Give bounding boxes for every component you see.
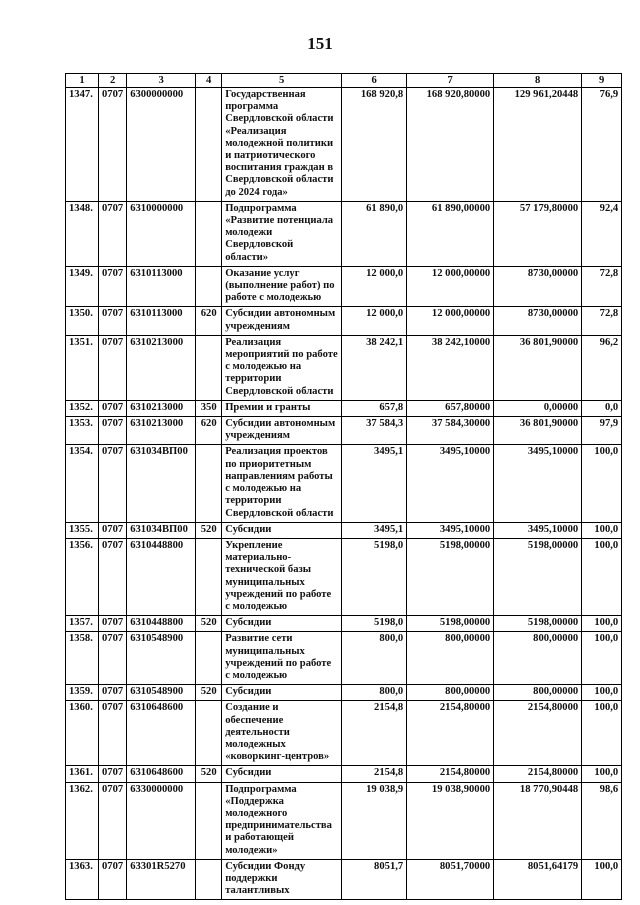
execution-percent-cell: 100,0 xyxy=(582,632,622,685)
item-name-cell: Развитие сети муниципальных учреждений по работе с молодежью xyxy=(222,632,342,685)
planned-amount-cell: 8051,7 xyxy=(342,859,407,900)
column-header: 8 xyxy=(494,74,582,88)
table-row xyxy=(66,522,622,538)
row-number-cell: 1349. xyxy=(66,266,99,307)
executed-amount-cell: 3495,10000 xyxy=(494,522,582,538)
row-number-cell: 1350. xyxy=(66,307,99,335)
page-number: 151 xyxy=(307,34,333,53)
planned-amount-cell: 800,0 xyxy=(342,685,407,701)
approved-amount-cell: 3495,10000 xyxy=(407,445,494,522)
target-code-cell: 63301R5270 xyxy=(127,859,196,900)
executed-amount-cell: 5198,00000 xyxy=(494,616,582,632)
item-name-cell: Реализация проектов по приоритетным направлениям работы с молодежью на территории Свердловской области xyxy=(222,445,342,522)
row-number-cell: 1357. xyxy=(66,616,99,632)
planned-amount-cell: 12 000,0 xyxy=(342,307,407,335)
section-code-cell: 0707 xyxy=(99,307,127,335)
target-code-cell: 6310113000 xyxy=(127,266,196,307)
row-number-cell: 1359. xyxy=(66,685,99,701)
expense-type-cell: 620 xyxy=(196,417,222,445)
section-code-cell: 0707 xyxy=(99,417,127,445)
section-code-cell: 0707 xyxy=(99,766,127,782)
planned-amount-cell: 38 242,1 xyxy=(342,335,407,400)
expense-type-cell xyxy=(196,782,222,859)
approved-amount-cell: 8051,70000 xyxy=(407,859,494,900)
table-row xyxy=(66,766,622,782)
executed-amount-cell: 18 770,90448 xyxy=(494,782,582,859)
approved-amount-cell: 800,00000 xyxy=(407,685,494,701)
planned-amount-cell: 5198,0 xyxy=(342,538,407,615)
target-code-cell: 631034ВП00 xyxy=(127,445,196,522)
executed-amount-cell: 0,00000 xyxy=(494,400,582,416)
target-code-cell: 6310548900 xyxy=(127,685,196,701)
section-code-cell: 0707 xyxy=(99,538,127,615)
row-number-cell: 1348. xyxy=(66,201,99,266)
expense-type-cell xyxy=(196,88,222,202)
item-name-cell: Премии и гранты xyxy=(222,400,342,416)
table-row xyxy=(66,266,622,307)
table-row xyxy=(66,201,622,266)
table-row xyxy=(66,400,622,416)
table-row xyxy=(66,445,622,522)
approved-amount-cell: 168 920,80000 xyxy=(407,88,494,202)
execution-percent-cell: 0,0 xyxy=(582,400,622,416)
executed-amount-cell: 5198,00000 xyxy=(494,538,582,615)
table-row xyxy=(66,701,622,766)
expense-type-cell: 520 xyxy=(196,766,222,782)
item-name-cell: Подпрограмма «Поддержка молодежного предпринимательства и работающей молодежи» xyxy=(222,782,342,859)
item-name-cell: Реализация мероприятий по работе с молодежью на территории Свердловской области xyxy=(222,335,342,400)
planned-amount-cell: 61 890,0 xyxy=(342,201,407,266)
approved-amount-cell: 5198,00000 xyxy=(407,616,494,632)
approved-amount-cell: 12 000,00000 xyxy=(407,266,494,307)
execution-percent-cell: 100,0 xyxy=(582,701,622,766)
target-code-cell: 6310000000 xyxy=(127,201,196,266)
planned-amount-cell: 5198,0 xyxy=(342,616,407,632)
item-name-cell: Субсидии Фонду поддержки талантливых xyxy=(222,859,342,900)
approved-amount-cell: 800,00000 xyxy=(407,632,494,685)
table-row xyxy=(66,335,622,400)
column-header: 1 xyxy=(66,74,99,88)
budget-table xyxy=(65,73,622,900)
expense-type-cell xyxy=(196,632,222,685)
expense-type-cell: 520 xyxy=(196,685,222,701)
section-code-cell: 0707 xyxy=(99,201,127,266)
executed-amount-cell: 3495,10000 xyxy=(494,445,582,522)
target-code-cell: 6310648600 xyxy=(127,766,196,782)
executed-amount-cell: 36 801,90000 xyxy=(494,335,582,400)
target-code-cell: 6310648600 xyxy=(127,701,196,766)
executed-amount-cell: 57 179,80000 xyxy=(494,201,582,266)
table-row xyxy=(66,88,622,202)
expense-type-cell: 350 xyxy=(196,400,222,416)
section-code-cell: 0707 xyxy=(99,859,127,900)
execution-percent-cell: 96,2 xyxy=(582,335,622,400)
target-code-cell: 6310113000 xyxy=(127,307,196,335)
column-header: 5 xyxy=(222,74,342,88)
column-header: 6 xyxy=(342,74,407,88)
target-code-cell: 6330000000 xyxy=(127,782,196,859)
execution-percent-cell: 100,0 xyxy=(582,859,622,900)
expense-type-cell xyxy=(196,538,222,615)
table-row xyxy=(66,859,622,900)
planned-amount-cell: 657,8 xyxy=(342,400,407,416)
item-name-cell: Государственная программа Свердловской области «Реализация молодежной политики и патриотического воспитания граждан в Свердловской области до 2024 года» xyxy=(222,88,342,202)
table-row xyxy=(66,632,622,685)
target-code-cell: 6300000000 xyxy=(127,88,196,202)
section-code-cell: 0707 xyxy=(99,701,127,766)
approved-amount-cell: 37 584,30000 xyxy=(407,417,494,445)
planned-amount-cell: 800,0 xyxy=(342,632,407,685)
section-code-cell: 0707 xyxy=(99,400,127,416)
executed-amount-cell: 129 961,20448 xyxy=(494,88,582,202)
row-number-cell: 1358. xyxy=(66,632,99,685)
section-code-cell: 0707 xyxy=(99,632,127,685)
row-number-cell: 1354. xyxy=(66,445,99,522)
planned-amount-cell: 2154,8 xyxy=(342,766,407,782)
expense-type-cell xyxy=(196,266,222,307)
executed-amount-cell: 2154,80000 xyxy=(494,766,582,782)
expense-type-cell xyxy=(196,445,222,522)
table-row xyxy=(66,417,622,445)
row-number-cell: 1363. xyxy=(66,859,99,900)
row-number-cell: 1361. xyxy=(66,766,99,782)
execution-percent-cell: 72,8 xyxy=(582,307,622,335)
execution-percent-cell: 100,0 xyxy=(582,445,622,522)
table-row xyxy=(66,307,622,335)
item-name-cell: Создание и обеспечение деятельности молодежных «коворкинг-центров» xyxy=(222,701,342,766)
section-code-cell: 0707 xyxy=(99,445,127,522)
execution-percent-cell: 100,0 xyxy=(582,766,622,782)
table-row xyxy=(66,782,622,859)
approved-amount-cell: 19 038,90000 xyxy=(407,782,494,859)
execution-percent-cell: 72,8 xyxy=(582,266,622,307)
expense-type-cell: 620 xyxy=(196,307,222,335)
table-row xyxy=(66,685,622,701)
expense-type-cell xyxy=(196,701,222,766)
expense-type-cell: 520 xyxy=(196,522,222,538)
table-row xyxy=(66,616,622,632)
planned-amount-cell: 12 000,0 xyxy=(342,266,407,307)
approved-amount-cell: 12 000,00000 xyxy=(407,307,494,335)
executed-amount-cell: 800,00000 xyxy=(494,685,582,701)
approved-amount-cell: 2154,80000 xyxy=(407,701,494,766)
column-header: 2 xyxy=(99,74,127,88)
executed-amount-cell: 8051,64179 xyxy=(494,859,582,900)
approved-amount-cell: 657,80000 xyxy=(407,400,494,416)
row-number-cell: 1356. xyxy=(66,538,99,615)
item-name-cell: Укрепление материально-технической базы муниципальных учреждений по работе с молодежью xyxy=(222,538,342,615)
table-header-row xyxy=(66,74,622,88)
row-number-cell: 1353. xyxy=(66,417,99,445)
executed-amount-cell: 36 801,90000 xyxy=(494,417,582,445)
planned-amount-cell: 37 584,3 xyxy=(342,417,407,445)
target-code-cell: 6310448800 xyxy=(127,616,196,632)
executed-amount-cell: 8730,00000 xyxy=(494,266,582,307)
planned-amount-cell: 3495,1 xyxy=(342,522,407,538)
approved-amount-cell: 61 890,00000 xyxy=(407,201,494,266)
item-name-cell: Субсидии xyxy=(222,685,342,701)
approved-amount-cell: 5198,00000 xyxy=(407,538,494,615)
executed-amount-cell: 2154,80000 xyxy=(494,701,582,766)
execution-percent-cell: 100,0 xyxy=(582,616,622,632)
approved-amount-cell: 3495,10000 xyxy=(407,522,494,538)
item-name-cell: Субсидии автономным учреждениям xyxy=(222,417,342,445)
column-header: 3 xyxy=(127,74,196,88)
execution-percent-cell: 98,6 xyxy=(582,782,622,859)
planned-amount-cell: 2154,8 xyxy=(342,701,407,766)
target-code-cell: 6310213000 xyxy=(127,417,196,445)
execution-percent-cell: 100,0 xyxy=(582,685,622,701)
executed-amount-cell: 800,00000 xyxy=(494,632,582,685)
section-code-cell: 0707 xyxy=(99,782,127,859)
row-number-cell: 1362. xyxy=(66,782,99,859)
execution-percent-cell: 92,4 xyxy=(582,201,622,266)
section-code-cell: 0707 xyxy=(99,685,127,701)
column-header: 7 xyxy=(407,74,494,88)
table-row xyxy=(66,538,622,615)
planned-amount-cell: 3495,1 xyxy=(342,445,407,522)
item-name-cell: Оказание услуг (выполнение работ) по работе с молодежью xyxy=(222,266,342,307)
target-code-cell: 6310213000 xyxy=(127,335,196,400)
target-code-cell: 6310548900 xyxy=(127,632,196,685)
execution-percent-cell: 100,0 xyxy=(582,538,622,615)
column-header: 9 xyxy=(582,74,622,88)
item-name-cell: Субсидии xyxy=(222,616,342,632)
planned-amount-cell: 168 920,8 xyxy=(342,88,407,202)
expense-type-cell xyxy=(196,859,222,900)
item-name-cell: Подпрограмма «Развитие потенциала молодежи Свердловской области» xyxy=(222,201,342,266)
planned-amount-cell: 19 038,9 xyxy=(342,782,407,859)
section-code-cell: 0707 xyxy=(99,616,127,632)
section-code-cell: 0707 xyxy=(99,522,127,538)
execution-percent-cell: 100,0 xyxy=(582,522,622,538)
target-code-cell: 631034ВП00 xyxy=(127,522,196,538)
row-number-cell: 1360. xyxy=(66,701,99,766)
item-name-cell: Субсидии автономным учреждениям xyxy=(222,307,342,335)
executed-amount-cell: 8730,00000 xyxy=(494,307,582,335)
section-code-cell: 0707 xyxy=(99,88,127,202)
execution-percent-cell: 76,9 xyxy=(582,88,622,202)
section-code-cell: 0707 xyxy=(99,266,127,307)
section-code-cell: 0707 xyxy=(99,335,127,400)
target-code-cell: 6310448800 xyxy=(127,538,196,615)
expense-type-cell xyxy=(196,335,222,400)
item-name-cell: Субсидии xyxy=(222,766,342,782)
execution-percent-cell: 97,9 xyxy=(582,417,622,445)
row-number-cell: 1355. xyxy=(66,522,99,538)
expense-type-cell: 520 xyxy=(196,616,222,632)
row-number-cell: 1351. xyxy=(66,335,99,400)
row-number-cell: 1347. xyxy=(66,88,99,202)
approved-amount-cell: 38 242,10000 xyxy=(407,335,494,400)
target-code-cell: 6310213000 xyxy=(127,400,196,416)
row-number-cell: 1352. xyxy=(66,400,99,416)
approved-amount-cell: 2154,80000 xyxy=(407,766,494,782)
expense-type-cell xyxy=(196,201,222,266)
column-header: 4 xyxy=(196,74,222,88)
item-name-cell: Субсидии xyxy=(222,522,342,538)
